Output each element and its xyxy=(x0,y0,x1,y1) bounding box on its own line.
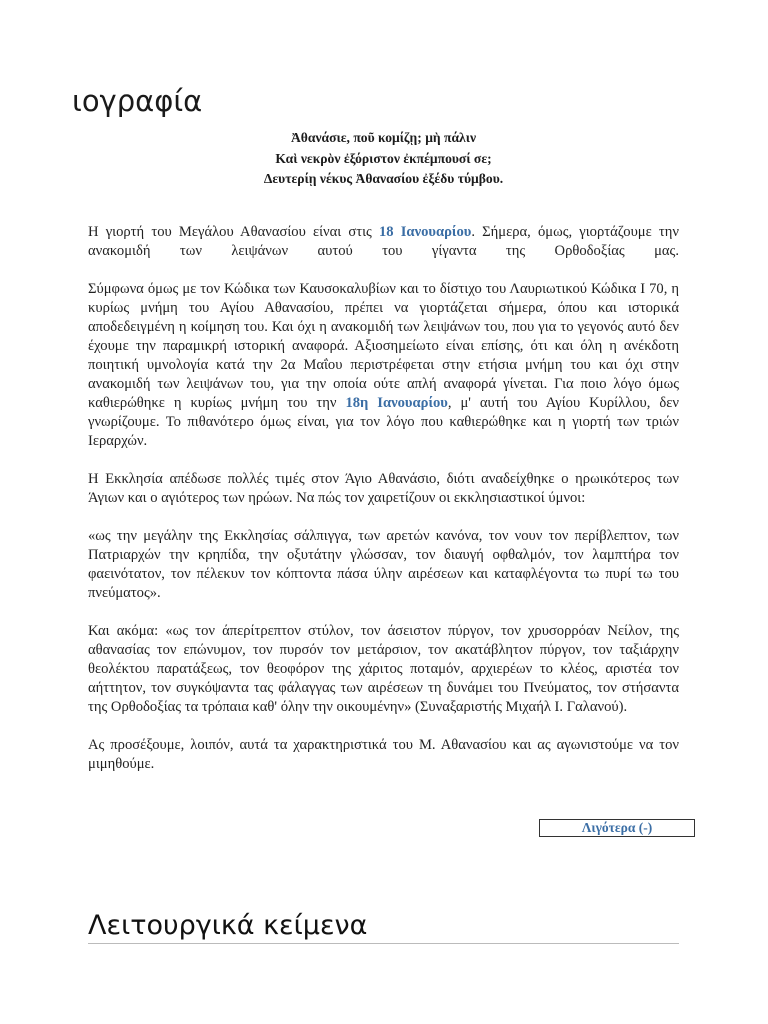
section-heading-liturgical-texts: Λειτουργικά κείμενα xyxy=(88,910,679,944)
paragraph-honours: Η Εκκλησία απέδωσε πολλές τιμές στον Άγιο Αθανάσιο, διότι αναδείχθηκε ο ηρωικότερος των Άγιων και ο αγιότερος των ηρώων. Να πώς τον χαιρετίζουν οι εκκλησιαστικοί ύμνοι: xyxy=(88,470,679,506)
paragraph-text: Η γιορτή του Μεγάλου Αθανασίου είναι στις xyxy=(88,223,379,240)
verse-line: Δευτερίῃ νέκυς Ἀθανασίου ἐξέδυ τύμβου. xyxy=(263,171,504,186)
verse-block xyxy=(88,128,679,190)
paragraph-conclusion: Ας προσέξουμε, λοιπόν, αυτά τα χαρακτηριστικά του Μ. Αθανασίου και ας αγωνιστούμε να τον μιμηθούμε. xyxy=(88,736,679,772)
section-heading-biography: ιογραφία xyxy=(72,84,203,118)
paragraph-hymn-quote-2: Και ακόμα: «ως τον άπερίτρεπτον στύλον, τον άσειστον πύργον, τον χρυσορρόαν Νείλον, της αθανασίας τον επώνυμον, τον πυρσόν τον μετάρσιον, τον ακατάβλητον πύργον, τον ταξιάρχην θεολέκτου παρατάξεως, τον θεοφόρον της χάριτος ποταμόν, αρχιερέων το κλέος, αριστέα τον αήττητον, τον συγκόψαντα τας φάλαγγας των αιρέσεων τη δυνάμει του Πνεύματος, τον στήσαντα της Ορθοδοξίας τα τρόπαια καθ' όλην την οικουμένην» (Συναξαριστής Μιχαήλ Ι. Γαλανού). xyxy=(88,622,679,715)
paragraph-text: , μ' αυτή του Αγίου Κυρίλλου, δεν γνωρίζουμε. Το πιθανότερο όμως είναι, για τον λόγο που καθιερώθηκε και η γιορτή των τριών Ιεραρχών. xyxy=(88,394,679,449)
paragraph-feast-date xyxy=(88,223,679,261)
article-body xyxy=(88,128,679,793)
verse-line: Ἀθανάσιε, ποῦ κομίζῃ; μὴ πάλιν xyxy=(290,130,477,145)
verse-line: Καὶ νεκρὸν ἐξόριστον ἐκπέμπουσί σε; xyxy=(275,150,492,166)
paragraph-hymn-quote: «ως την μεγάλην της Εκκλησίας σάλπιγγα, των αρετών κανόνα, τον νουν τον περίβλεπτον, των Πατριαρχών την κρηπίδα, την οξυτάτην γλώσσαν, τον διαυγή οφθαλμόν, τον λαμπτήρα τον φαεινότατον, τον πέλεκυν τον κόπτοντα πάσα ύλην αιρέσεων και καταφλέγοντα τω πυρί τω του πνεύματος». xyxy=(88,527,679,601)
paragraph-text: Σύμφωνα όμως με τον Κώδικα των Καυσοκαλυβίων και το δίστιχο του Λαυριωτικού Κώδικα Ι 70, η κυρίως μνήμη του Αγίου Αθανασίου, πρέπει να γιορτάζεται σήμερα, όπου και ιστορικά αποδεδειγμένη η κοίμηση του. Και όχι η ανακομιδή των λειψάνων του, που για το γεγονός αυτό δεν έχουμε την παραμικρή ιστορική αναφορά. Αξιοσημείωτο είναι επίσης, ότι και όλη η ανέκδοτη ποιητική υμνολογία κατά την 2α Μαΐου περιστρέφεται στην ετήσια μνήμη του και όχι στην ανακομιδή των λειψάνων του, για την οποία ούτε απλή αναφορά γίνεται. Για ποιο λόγο όμως καθιερώθηκε η κυρίως μνήμη του την xyxy=(88,280,679,411)
paragraph-text: . Σήμερα, όμως, γιορτάζουμε την ανακομιδή των λειψάνων αυτού του γίγαντα της Ορθοδοξίας μας. xyxy=(88,223,680,259)
show-less-button[interactable]: Λιγότερα (-) xyxy=(539,819,695,837)
link-18th-january[interactable]: 18η Ιανουαρίου xyxy=(345,394,448,411)
link-18-january[interactable]: 18 Ιανουαρίου xyxy=(378,223,472,240)
paragraph-codex xyxy=(88,280,679,451)
